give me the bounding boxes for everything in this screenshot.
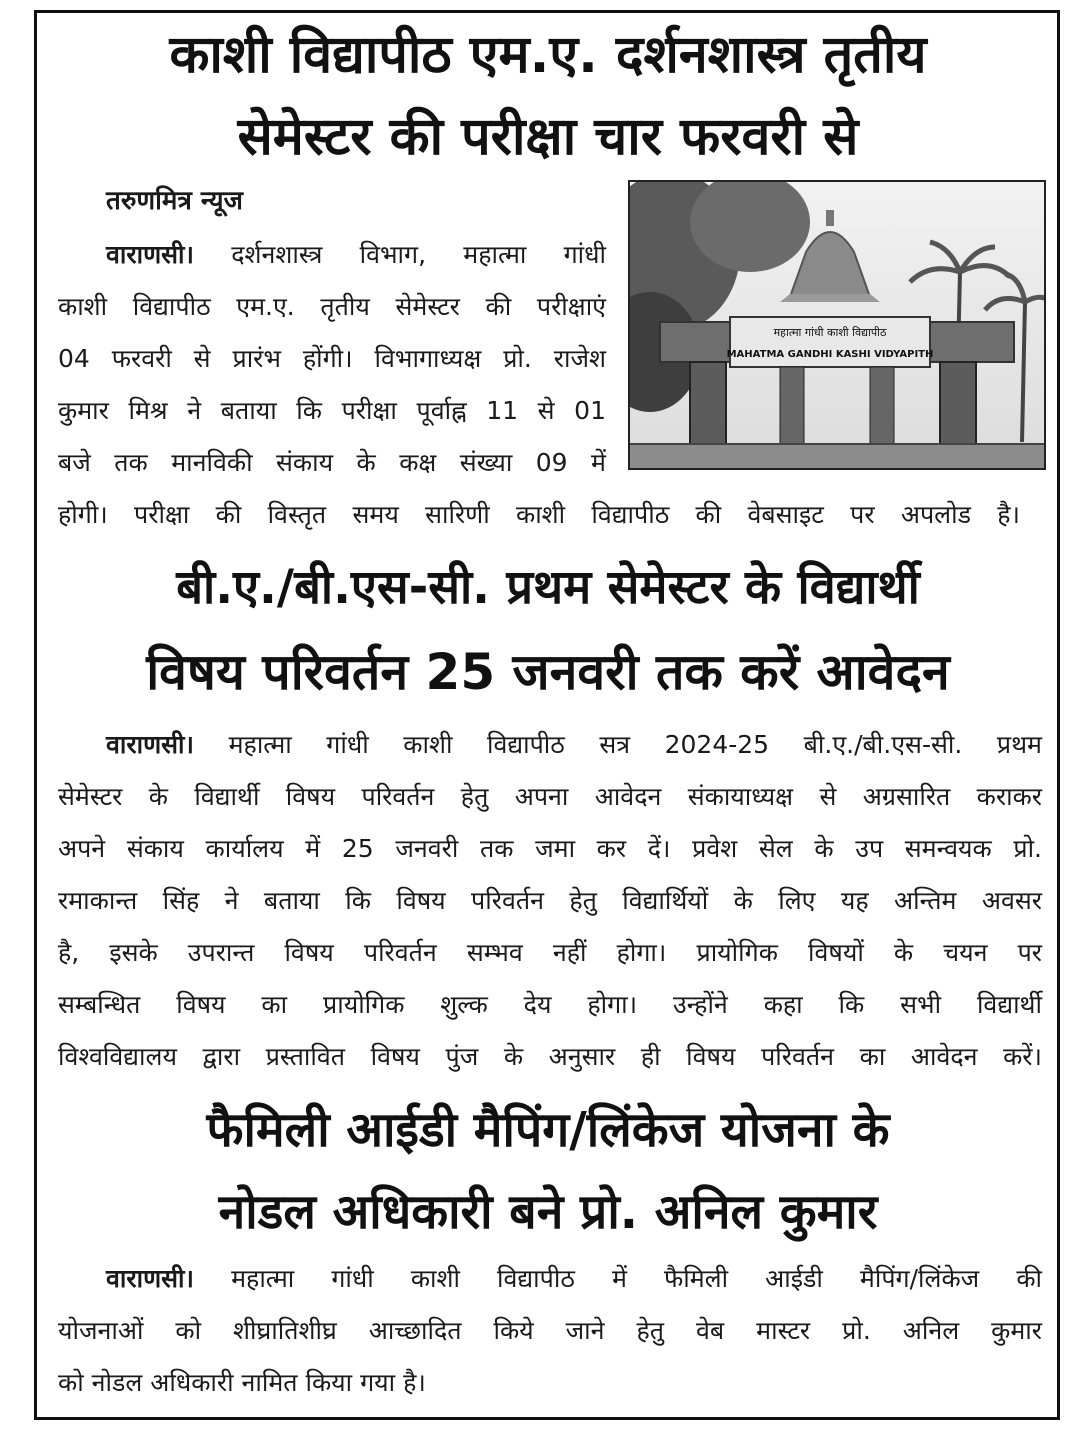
article2-body-line: रमाकान्त सिंह ने बताया कि विषय परिवर्तन हेतु विद्यार्थियों के लिए यह अन्तिम अवसर	[58, 886, 1042, 915]
article1-headline-line2: सेमेस्टर की परीक्षा चार फरवरी से	[237, 107, 859, 167]
article3-body-line: वाराणसी। महात्मा गांधी काशी विद्यापीठ में फैमिली आईडी मैपिंग/लिंकेज की	[106, 1264, 1042, 1293]
article3-dateline: वाराणसी।	[106, 1264, 195, 1293]
article1-body-line: वाराणसी। दर्शनशास्त्र विभाग, महात्मा गांधी	[106, 240, 606, 269]
article1-byline: तरुणमित्र न्यूज	[106, 186, 243, 216]
article2-body-line: सेमेस्टर के विद्यार्थी विषय परिवर्तन हेतु अपना आवेदन संकायाध्यक्ष से अग्रसारित कराकर	[58, 782, 1042, 811]
article2-body-line: अपने संकाय कार्यालय में 25 जनवरी तक जमा कर दें। प्रवेश सेल के उप समन्वयक प्रो.	[58, 834, 1042, 863]
gate-sign-hindi: महात्मा गांधी काशी विद्यापीठ	[773, 326, 887, 339]
article2-body-line: है, इसके उपरान्त विषय परिवर्तन सम्भव नहीं होगा। प्रायोगिक विषयों के चयन पर	[58, 938, 1042, 967]
article2-body-line: वाराणसी। महात्मा गांधी काशी विद्यापीठ सत्र 2024-25 बी.ए./बी.एस-सी. प्रथम	[106, 730, 1043, 759]
article2-headline-line1: बी.ए./बी.एस-सी. प्रथम सेमेस्टर के विद्यार्थी	[176, 560, 920, 615]
article1-body-line: 04 फरवरी से प्रारंभ होंगी। विभागाध्यक्ष प्रो. राजेश	[58, 344, 606, 373]
gate-sign-english: MAHATMA GANDHI KASHI VIDYAPITH	[726, 349, 934, 360]
article2-dateline: वाराणसी।	[106, 730, 195, 759]
article1-dateline: वाराणसी।	[106, 240, 195, 269]
article3-headline-line2: नोडल अधिकारी बने प्रो. अनिल कुमार	[218, 1184, 878, 1240]
article3-headline-line1: फैमिली आईडी मैपिंग/लिंकेज योजना के	[206, 1102, 890, 1158]
article2-body-line: विश्वविद्यालय द्वारा प्रस्तावित विषय पुंज के अनुसार ही विषय परिवर्तन का आवेदन करें।	[58, 1042, 1042, 1071]
article2-body-line: सम्बन्धित विषय का प्रायोगिक शुल्क देय होगा। उन्होंने कहा कि सभी विद्यार्थी	[58, 990, 1042, 1019]
article1-body-line: बजे तक मानविकी संकाय के कक्ष संख्या 09 में	[58, 448, 606, 477]
article3-body-line: योजनाओं को शीघ्रातिशीघ्र आच्छादित किये जाने हेतु वेब मास्टर प्रो. अनिल कुमार	[58, 1316, 1042, 1345]
article1-headline-line1: काशी विद्यापीठ एम.ए. दर्शनशास्त्र तृतीय	[169, 25, 927, 85]
article2-headline-line2: विषय परिवर्तन 25 जनवरी तक करें आवेदन	[146, 643, 950, 701]
article1-body-line: कुमार मिश्र ने बताया कि परीक्षा पूर्वाह्न 11 से 01	[58, 396, 606, 425]
article1-body-line: काशी विद्यापीठ एम.ए. तृतीय सेमेस्टर की परीक्षाएं	[58, 292, 606, 321]
university-gate-photo	[628, 180, 1046, 470]
article3-body-line: को नोडल अधिकारी नामित किया गया है।	[58, 1368, 426, 1397]
article1-body-line: होगी। परीक्षा की विस्तृत समय सारिणी काशी विद्यापीठ की वेबसाइट पर अपलोड है।	[58, 500, 1020, 529]
